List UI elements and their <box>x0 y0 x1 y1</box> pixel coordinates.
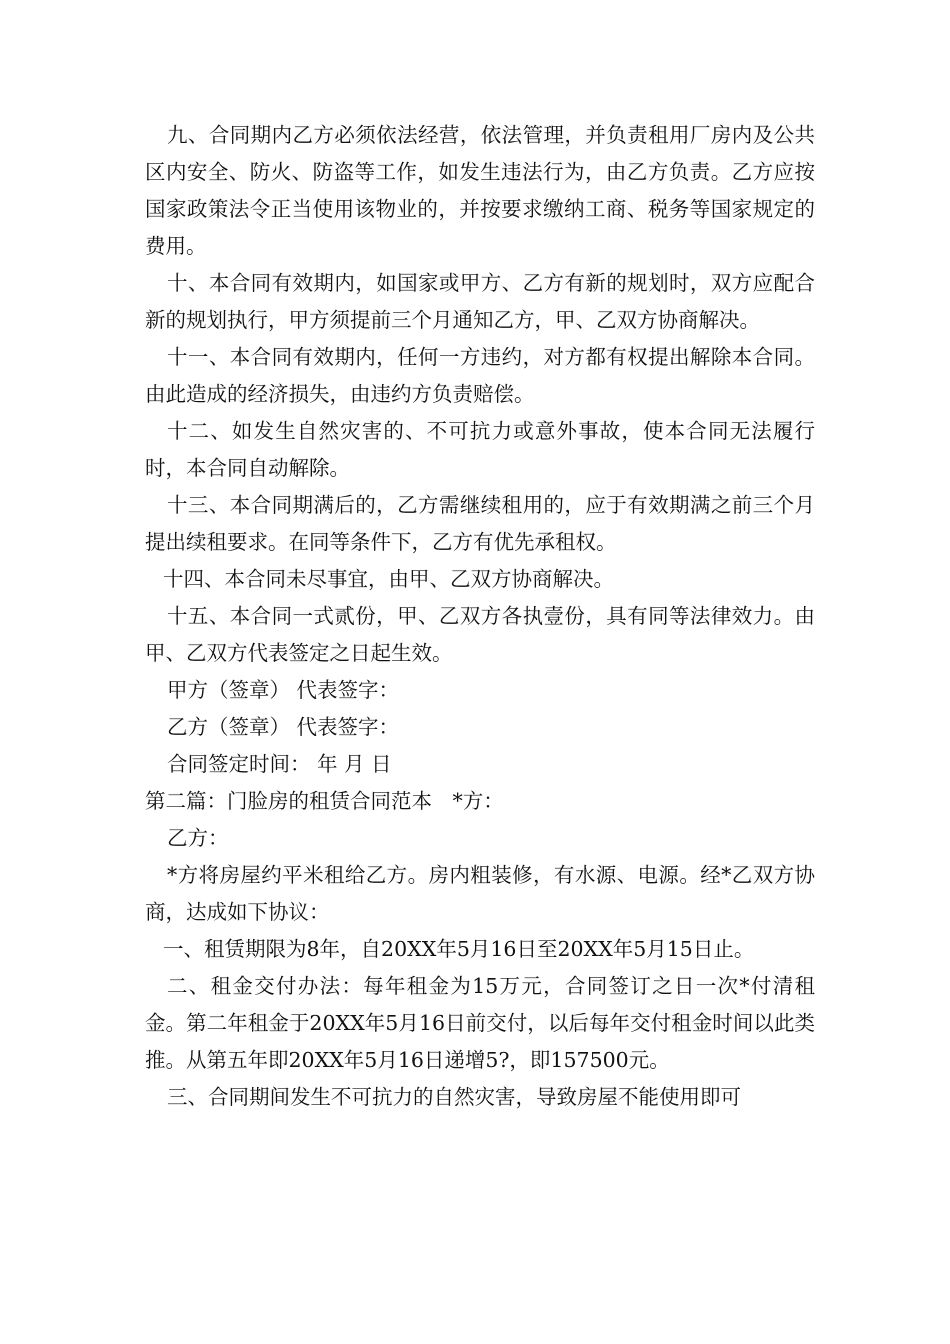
party-b-label: 乙方： <box>167 826 229 850</box>
party-a-signature-line: 甲方（签章） 代表签字： <box>167 678 400 702</box>
clause-10: 十、本合同有效期内，如国家或甲方、乙方有新的规划时，双方应配合新的规划执行，甲方须提前三个月通知乙方，甲、乙双方协商解决。 <box>145 271 815 332</box>
party-b-signature-line: 乙方（签章） 代表签字： <box>167 715 400 739</box>
part2-clause-2: 二、租金交付办法：每年租金为15万元，合同签订之日一次*付清租金。第二年租金于20XX年5月16日前交付，以后每年交付租金时间以此类推。从第五年即20XX年5月16日递增5?，即157500元。 <box>145 974 815 1072</box>
sign-date-line: 合同签定时间： 年 月 日 <box>167 752 392 776</box>
clause-12: 十二、如发生自然灾害的、不可抗力或意外事故，使本合同无法履行时，本合同自动解除。 <box>145 419 815 480</box>
part2-clause-3: 三、合同期间发生不可抗力的自然灾害，导致房屋不能使用即可 <box>167 1085 741 1109</box>
part-two-title: 第二篇：门脸房的租赁合同范本 *方： <box>145 789 504 813</box>
clause-14: 十四、本合同未尽事宜，由甲、乙双方协商解决。 <box>163 567 614 591</box>
clause-9: 九、合同期内乙方必须依法经营，依法管理，并负责租用厂房内及公共区内安全、防火、防盗等工作，如发生违法行为，由乙方负责。乙方应按国家政策法令正当使用该物业的，并按要求缴纳工商、税务等国家规定的费用。 <box>145 123 815 258</box>
clause-15: 十五、本合同一式贰份，甲、乙双方各执壹份，具有同等法律效力。由甲、乙双方代表签定之日起生效。 <box>145 604 815 665</box>
intro-paragraph: *方将房屋约平米租给乙方。房内粗装修，有水源、电源。经*乙双方协商，达成如下协议： <box>145 863 815 924</box>
part2-clause-1: 一、租赁期限为8年，自20XX年5月16日至20XX年5月15日止。 <box>163 937 755 961</box>
clause-11: 十一、本合同有效期内，任何一方违约，对方都有权提出解除本合同。由此造成的经济损失，由违约方负责赔偿。 <box>145 345 815 406</box>
document-body <box>145 117 815 1116</box>
clause-13: 十三、本合同期满后的，乙方需继续租用的，应于有效期满之前三个月提出续租要求。在同等条件下，乙方有优先承租权。 <box>145 493 815 554</box>
